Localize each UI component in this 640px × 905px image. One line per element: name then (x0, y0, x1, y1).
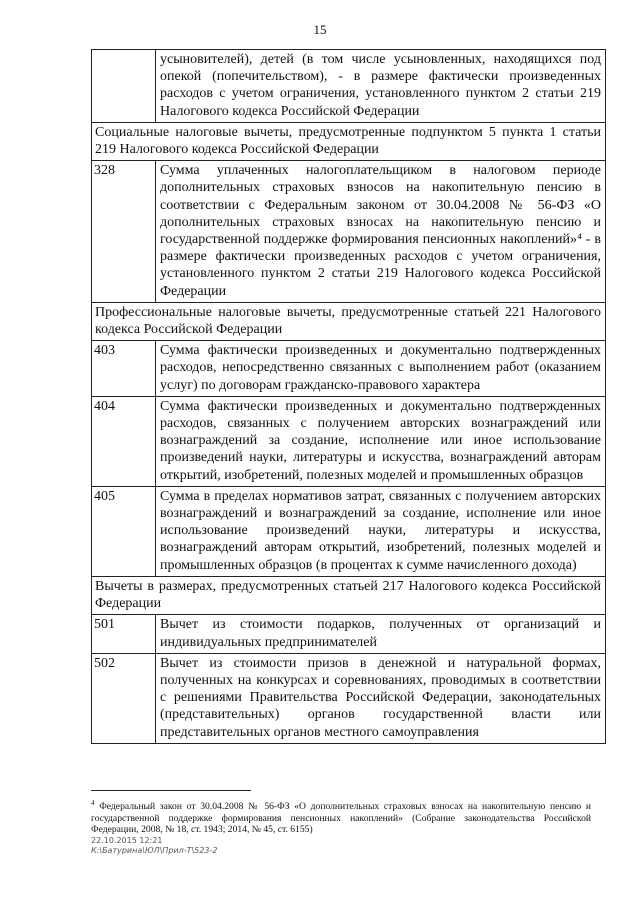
section-heading: Вычеты в размерах, предусмотренных статьей 217 Налогового кодекса Российской Федерации (92, 576, 606, 614)
table-row (92, 653, 606, 743)
table-row (92, 615, 606, 653)
table-row (92, 50, 606, 123)
section-row (92, 302, 606, 340)
description-cell: Вычет из стоимости подарков, полученных от организаций и индивидуальных предпринимателей (156, 615, 606, 653)
table-row (92, 486, 606, 576)
description-cell: усыновителей), детей (в том числе усыновленных, находящихся под опекой (попечительством), - в размере фактически произведенных расходов с учетом ограничения, установленного пунктом 2 статьи 219 Налогового кодекса Российской Федерации (156, 50, 606, 123)
code-cell: 405 (92, 486, 156, 576)
description-cell: Сумма уплаченных налогоплательщиком в налоговом периоде дополнительных страховых взносов на накопительную пенсию в соответствии с Федеральным законом от 30.04.2008 № 56-ФЗ «О дополнительных страховых взносах на накопительную пенсию и государственной поддержке формирования пенсионных накоплений»⁴ - в размере фактически произведенных расходов с учетом ограничения, установленного пунктом 2 статьи 219 Налогового кодекса Российской Федерации (156, 161, 606, 303)
section-row (92, 576, 606, 614)
footnote-text: Федеральный закон от 30.04.2008 № 56-ФЗ «О дополнительных страховых взносах на накопительную пенсию и государственной поддержке формирования пенсионных накоплений» (Собрание законодательства Российской Федерации, 2008, № 18, ст. 1943; 2014, № 45, ст. 6155) (91, 801, 591, 836)
table-row (92, 161, 606, 303)
table-row (92, 341, 606, 397)
deduction-codes-table (91, 49, 606, 744)
code-cell: 328 (92, 161, 156, 303)
code-cell: 502 (92, 653, 156, 743)
footnote-marker: 4 (91, 799, 95, 807)
file-path-stamp: К:\Батурина\ЮЛ\Прил-Т\523-2 (91, 846, 218, 855)
section-heading: Социальные налоговые вычеты, предусмотренные подпунктом 5 пункта 1 статьи 219 Налогового кодекса Российской Федерации (92, 122, 606, 160)
code-cell: 501 (92, 615, 156, 653)
description-cell: Вычет из стоимости призов в денежной и натуральной формах, полученных на конкурсах и соревнованиях, проводимых в соответствии с решениями Правительства Российской Федерации, законодательных (представительных) органов государственной власти или представительных органов местного самоуправления (156, 653, 606, 743)
section-row (92, 122, 606, 160)
footnote (91, 798, 591, 836)
page-number: 15 (313, 22, 327, 37)
description-cell: Сумма фактически произведенных и документально подтвержденных расходов, связанных с получением авторских вознаграждений или вознаграждений за создание, исполнение или иное использование произведений науки, литературы и искусства, вознаграждений авторам открытий, изобретений, полезных моделей и промышленных образцов (156, 396, 606, 486)
description-cell: Сумма в пределах нормативов затрат, связанных с получением авторских вознаграждений и вознаграждений за создание, исполнение или иное использование произведений науки, литературы и искусства, вознаграждений авторам открытий, изобретений, полезных моделей и промышленных образцов (в процентах к сумме начисленного дохода) (156, 486, 606, 576)
code-cell: 403 (92, 341, 156, 397)
description-cell: Сумма фактически произведенных и документально подтвержденных расходов, непосредственно связанных с выполнением работ (оказанием услуг) по договорам гражданско-правового характера (156, 341, 606, 397)
section-heading: Профессиональные налоговые вычеты, предусмотренные статьей 221 Налогового кодекса Российской Федерации (92, 302, 606, 340)
code-cell (92, 50, 156, 123)
footnote-separator (91, 790, 251, 791)
table-row (92, 396, 606, 486)
print-timestamp: 22.10.2015 12:21 (91, 836, 163, 845)
code-cell: 404 (92, 396, 156, 486)
